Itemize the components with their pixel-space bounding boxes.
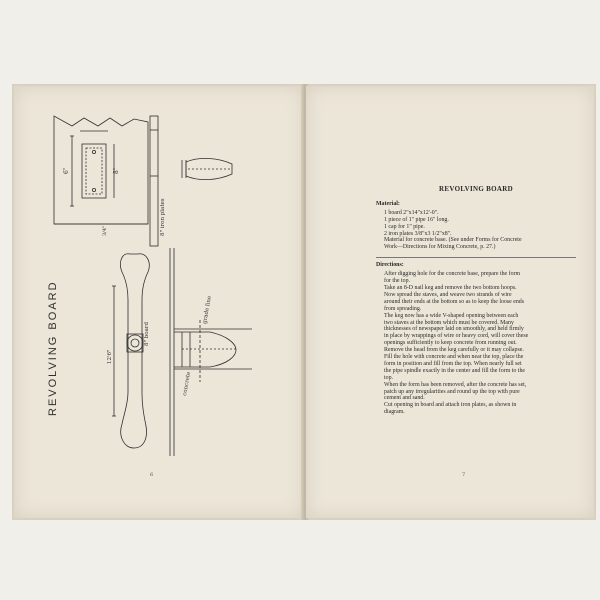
page-number-left: 6: [150, 472, 154, 478]
direction-line: patch up any irregularities and round up the top with pure: [384, 388, 520, 395]
concrete-label: concrete: [182, 371, 193, 397]
direction-line: After digging hole for the concrete base, prepare the form: [384, 271, 521, 278]
direction-line: the pipe spindle exactly in the center and fill the form to the: [384, 367, 526, 374]
left-page: [14, 86, 304, 518]
direction-line: around their ends at the bottom so as to keep the loose ends: [384, 298, 525, 305]
material-line: Material for concrete base. (See under Forms for Concrete: [384, 237, 522, 244]
direction-line: Cut opening in board and attach iron plates, as shown in: [384, 402, 517, 409]
direction-line: The keg now has a wide V-shaped opening between each: [384, 312, 519, 319]
direction-line: form in position and fill from the top. When nearly full set: [384, 360, 522, 367]
dim-label: 6": [63, 167, 70, 174]
direction-line: When the form has been removed, after the concrete has set,: [384, 381, 527, 388]
material-line: 1 piece of 1" pipe 16" long.: [384, 216, 449, 223]
direction-line: from spreading.: [384, 305, 422, 312]
vertical-title: REVOLVING BOARD: [47, 280, 59, 416]
instructions-text: [376, 186, 576, 416]
board-length-label: 12'6": [107, 349, 113, 364]
material-line: 2 iron plates 3/8"x3 1/2"x8".: [384, 230, 452, 237]
direction-line: diagram.: [384, 409, 405, 416]
direction-line: Take an 8-D nail keg and remove the two bottom hoops.: [384, 284, 517, 291]
section-heading: REVOLVING BOARD: [439, 185, 513, 193]
material-label: Material:: [376, 200, 400, 207]
material-line: 1 board 2"x14"x12'-0".: [384, 209, 439, 216]
book-spread: [12, 84, 596, 520]
direction-line: top.: [384, 374, 393, 381]
direction-line: in place by wrappings of wire or heavy cord, will cover these: [384, 333, 529, 340]
divider: [376, 257, 576, 258]
revolving-board-diagram: [14, 86, 304, 518]
dim-label: 8": [113, 167, 120, 174]
material-line: 1 cap for 1" pipe.: [384, 223, 425, 230]
dim-label: 3/4": [102, 225, 108, 236]
direction-line: for the top.: [384, 278, 411, 285]
directions-label: Directions:: [376, 262, 404, 269]
directions-list: [384, 271, 576, 416]
page-number-right: 7: [462, 472, 466, 478]
direction-line: cement and sand.: [384, 395, 425, 402]
direction-line: Fill the hole with concrete and when near the top, place the: [384, 354, 524, 361]
board-width-label: 8" board: [144, 321, 150, 346]
direction-line: thicknesses of newspaper laid on smoothly, and held firmly: [384, 326, 524, 333]
right-page: [306, 86, 594, 518]
grade-line-label: grade line: [202, 295, 213, 325]
iron-plates-label: 8" iron plates: [160, 198, 166, 236]
direction-line: openings sufficiently to keep concrete from running out.: [384, 340, 517, 347]
materials-list: [384, 210, 576, 251]
direction-line: Remove the head from the keg carefully or it may collapse.: [384, 347, 524, 354]
direction-line: Now spread the staves, and weave two strands of wire: [384, 291, 512, 298]
material-line: Work—Directions for Mixing Concrete, p. 27.): [384, 244, 496, 251]
direction-line: two staves at the bottom which must be covered. Many: [384, 319, 514, 326]
